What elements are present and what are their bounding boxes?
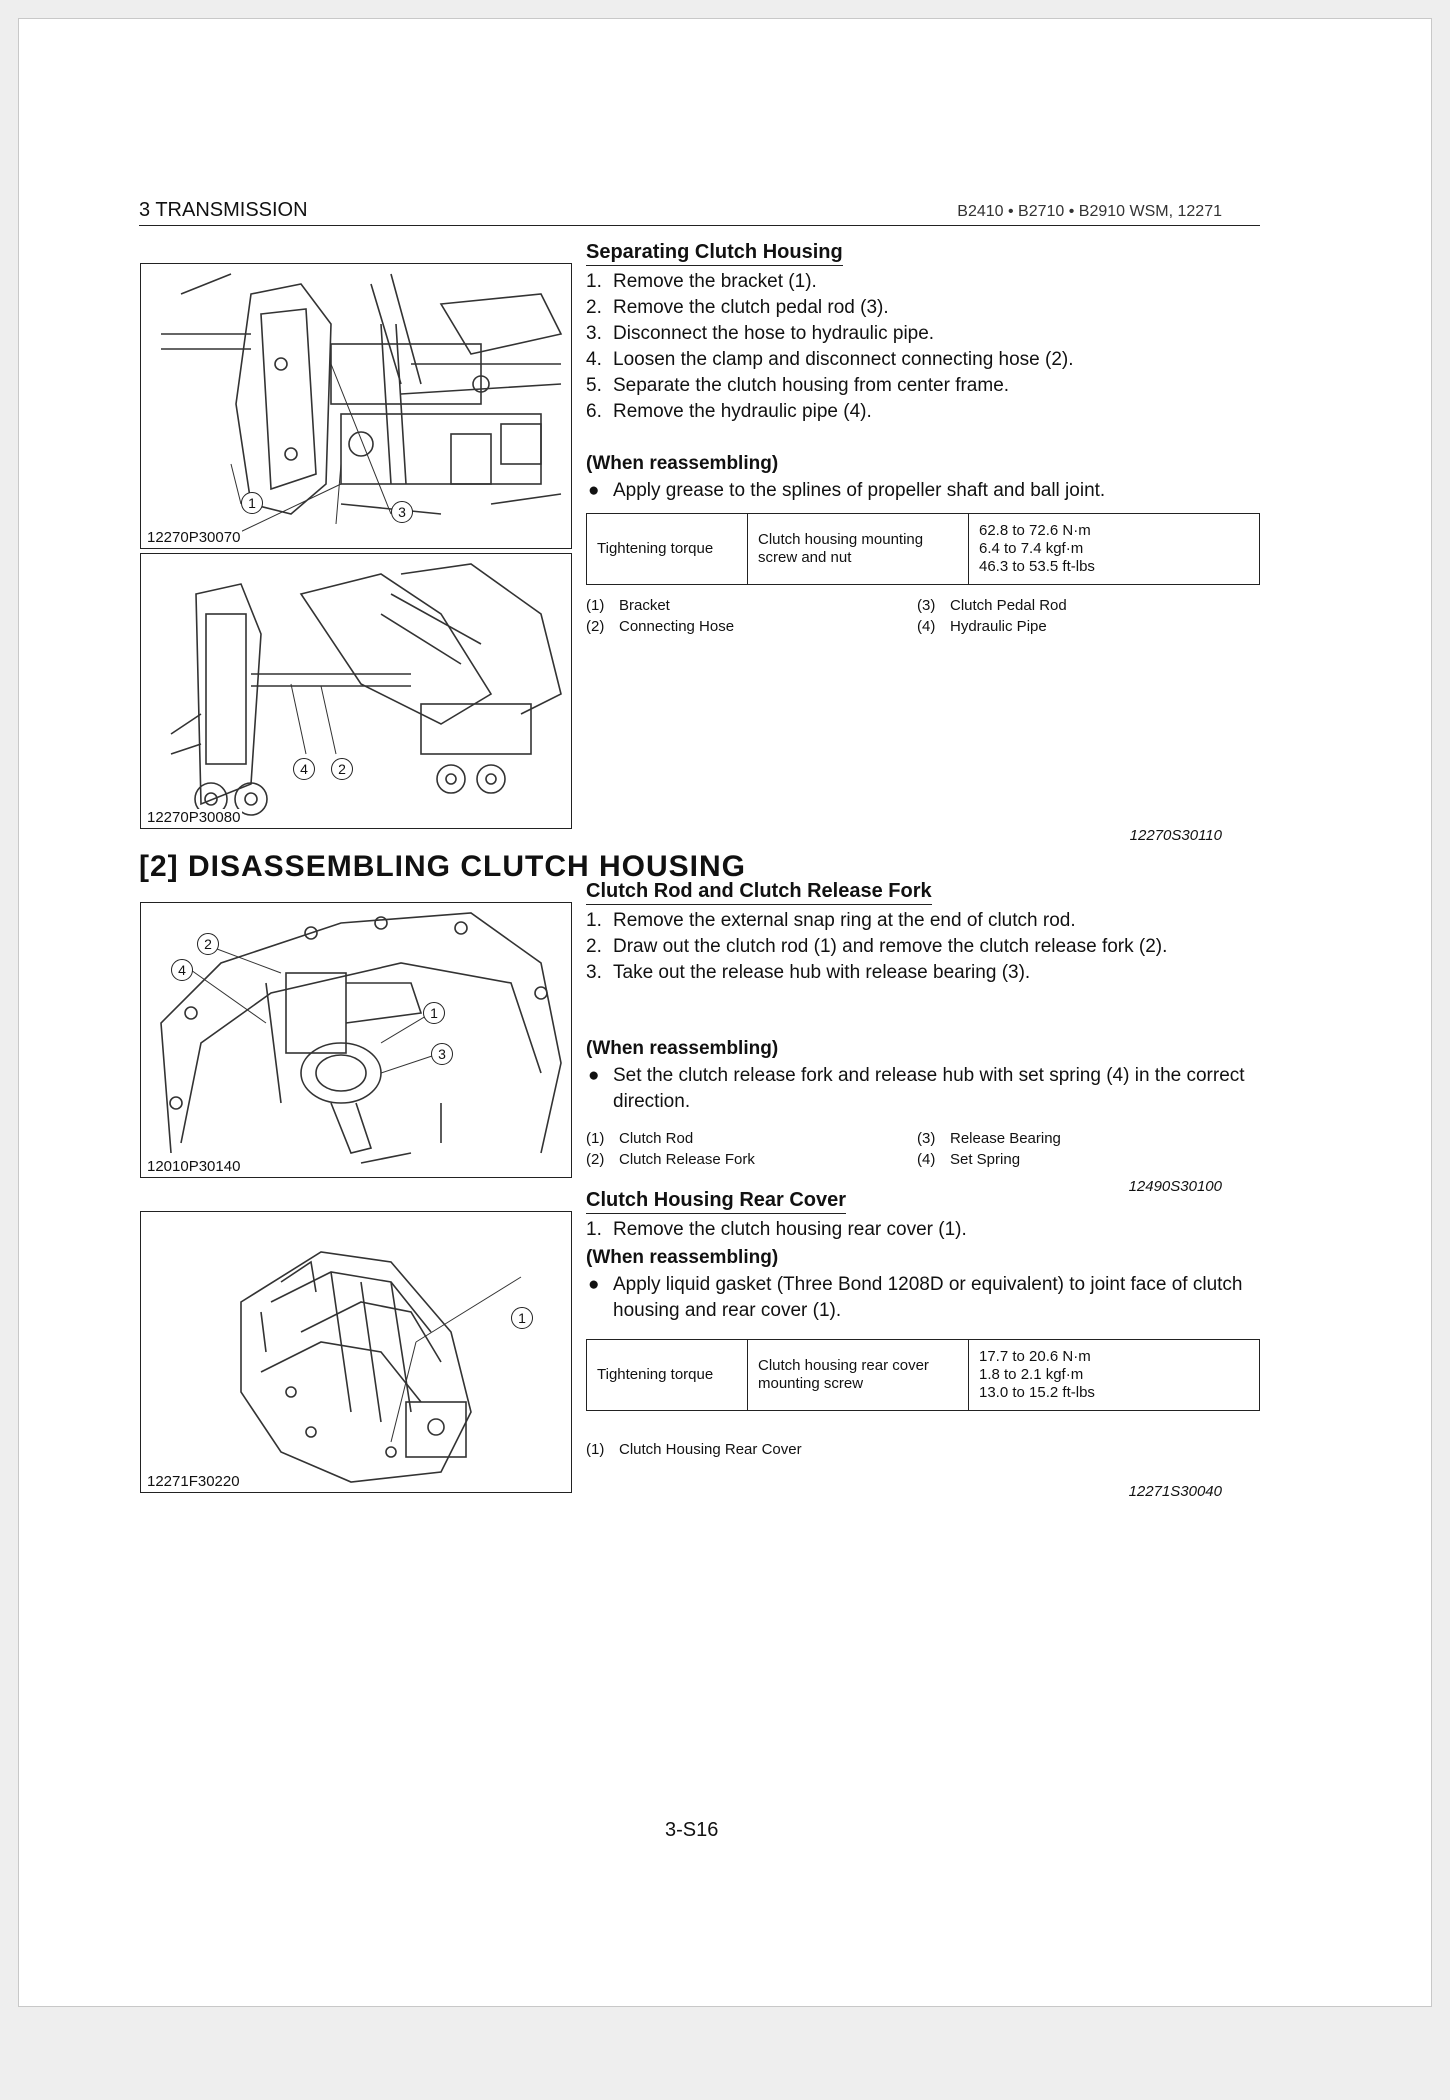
separating-clutch-housing-heading: Separating Clutch Housing [586,241,843,266]
rear-cover-drawing [141,1212,571,1492]
callout-3: 3 [391,501,413,523]
step-item: 6. Remove the hydraulic pipe (4). [586,401,872,422]
step-item: 1. Remove the clutch housing rear cover (1). [586,1219,967,1240]
callout-4: 4 [171,959,193,981]
reassembling-heading: (When reassembling) [586,453,779,474]
figure-rear-cover [140,1211,572,1493]
bullet-dot: ● [588,1274,600,1295]
figure-release-fork [140,902,572,1178]
callout-2: 2 [197,933,219,955]
reassembling-heading: (When reassembling) [586,1247,779,1268]
callout-1: 1 [511,1307,533,1329]
legend-item: (1) Clutch Housing Rear Cover [586,1441,802,1458]
hydraulic-pipe-drawing [141,554,571,828]
step-item: 1. Remove the external snap ring at the end of clutch rod. [586,910,1076,931]
legend-item: (4) Hydraulic Pipe [917,618,1047,635]
legend-item: (2) Connecting Hose [586,618,735,635]
step-item: 2. Draw out the clutch rod (1) and remove the clutch release fork (2). [586,936,1168,957]
legend-item: (3) Clutch Pedal Rod [917,597,1067,614]
torque-table [586,513,1260,585]
reference-code: 12270S30110 [1129,827,1222,844]
figure-hydraulic-pipe [140,553,572,829]
torque-label: Tightening torque [587,514,748,585]
rear-cover-heading: Clutch Housing Rear Cover [586,1189,846,1214]
figure-code: 12271F30220 [147,1473,240,1490]
model-header: B2410 • B2710 • B2910 WSM, 12271 [957,203,1222,220]
clutch-rod-steps [586,908,1266,986]
bullet-dot: ● [588,480,600,501]
callout-1: 1 [423,1002,445,1024]
reference-code: 12490S30100 [1128,1178,1222,1195]
clutch-rod-heading: Clutch Rod and Clutch Release Fork [586,880,932,905]
legend-item: (3) Release Bearing [917,1130,1061,1147]
manual-page [18,18,1432,2007]
rear-cover-steps [586,1217,1266,1243]
header-rule [139,225,1260,226]
parts-legend-left [586,1439,802,1460]
parts-legend-right [917,1128,1061,1170]
torque-values: 62.8 to 72.6 N·m 6.4 to 7.4 kgf·m 46.3 to 53.5 ft-lbs [969,514,1260,585]
figure-clutch-housing-bracket [140,263,572,549]
torque-label: Tightening torque [587,1340,748,1411]
callout-2: 2 [331,758,353,780]
step-item: 5. Separate the clutch housing from center frame. [586,375,1010,396]
clutch-housing-drawing [141,264,571,548]
bullet-dot: ● [588,1065,600,1086]
figure-code: 12270P30070 [147,529,241,546]
callout-1: 1 [241,492,263,514]
torque-table [586,1339,1260,1411]
callout-3: 3 [431,1043,453,1065]
torque-item: Clutch housing rear cover mounting screw [748,1340,969,1411]
reassembling-heading: (When reassembling) [586,1038,779,1059]
torque-values: 17.7 to 20.6 N·m 1.8 to 2.1 kgf·m 13.0 to 15.2 ft-lbs [969,1340,1260,1411]
step-item: 4. Loosen the clamp and disconnect connecting hose (2). [586,349,1074,370]
torque-item: Clutch housing mounting screw and nut [748,514,969,585]
reassembling-note: ● Apply liquid gasket (Three Bond 1208D or equivalent) to joint face of clutch housing and rear cover (1). [588,1274,1243,1321]
reassembling-note: ● Set the clutch release fork and release hub with set spring (4) in the correct direction. [588,1065,1245,1112]
legend-item: (1) Bracket [586,597,670,614]
step-item: 2. Remove the clutch pedal rod (3). [586,297,889,318]
parts-legend-right [917,595,1067,637]
legend-item: (1) Clutch Rod [586,1130,694,1147]
figure-code: 12010P30140 [147,1158,241,1175]
section-title: [2] DISASSEMBLING CLUTCH HOUSING [139,850,747,883]
separating-steps [586,269,1266,425]
figure-code: 12270P30080 [147,809,241,826]
step-item: 3. Disconnect the hose to hydraulic pipe. [586,323,935,344]
legend-item: (2) Clutch Release Fork [586,1151,755,1168]
step-item: 3. Take out the release hub with release bearing (3). [586,962,1031,983]
parts-legend-left [586,1128,755,1170]
reference-code: 12271S30040 [1128,1483,1222,1500]
callout-4: 4 [293,758,315,780]
legend-item: (4) Set Spring [917,1151,1021,1168]
page-number: 3-S16 [665,1819,719,1841]
chapter-header: 3 TRANSMISSION [139,199,308,221]
parts-legend-left [586,595,734,637]
step-item: 1. Remove the bracket (1). [586,271,817,292]
reassembling-note: ● Apply grease to the splines of propeller shaft and ball joint. [586,478,1283,504]
